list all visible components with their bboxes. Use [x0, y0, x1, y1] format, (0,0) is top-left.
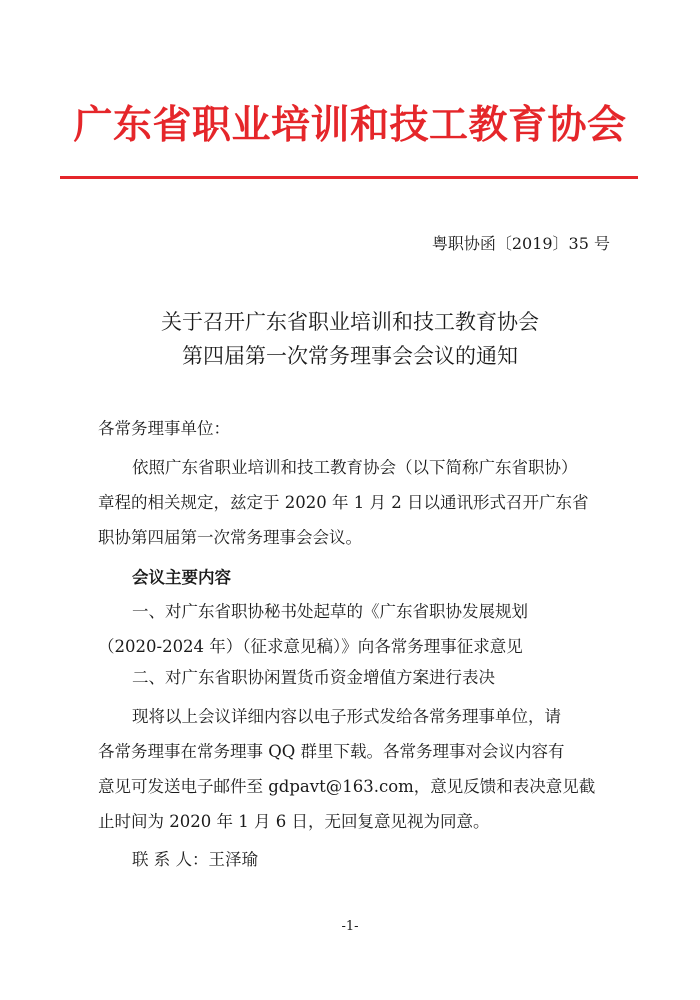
- paragraph-2: [98, 700, 618, 840]
- document-title: [60, 305, 640, 373]
- paragraph-1-line: 章程的相关规定，兹定于 2020 年 1 月 2 日以通讯形式召开广东省: [98, 493, 589, 512]
- agenda-item-1-line: （2020-2024 年）（征求意见稿）》向各常务理事征求意见: [98, 637, 523, 656]
- document-number: 粤职协函〔2019〕35 号: [431, 234, 610, 253]
- paragraph-2-line: 止时间为 2020 年 1 月 6 日，无回复意见视为同意。: [98, 812, 490, 831]
- agenda-item-2: [98, 661, 618, 696]
- paragraph-1: [98, 451, 618, 556]
- page-number: -1-: [341, 919, 359, 934]
- agenda-item-1: [98, 595, 618, 665]
- paragraph-1-line: 职协第四届第一次常务理事会会议。: [98, 528, 362, 547]
- letterhead-red-rule: [60, 176, 638, 179]
- section-heading: 会议主要内容: [132, 568, 231, 587]
- paragraph-2-line: 现将以上会议详细内容以电子形式发给各常务理事单位，请: [132, 707, 561, 726]
- agenda-item-1-line: 一、对广东省职协秘书处起草的《广东省职协发展规划: [132, 602, 528, 621]
- letterhead-title: 广东省职业培训和技工教育协会: [73, 103, 627, 148]
- salutation: 各常务理事单位：: [98, 419, 230, 438]
- paragraph-2-line: 意见可发送电子邮件至 gdpavt@163.com，意见反馈和表决意见截: [98, 777, 596, 796]
- title-line-1: 关于召开广东省职业培训和技工教育协会: [161, 310, 539, 334]
- title-line-2: 第四届第一次常务理事会会议的通知: [182, 344, 518, 368]
- agenda-item-2-line: 二、对广东省职协闲置货币资金增值方案进行表决: [132, 668, 495, 687]
- paragraph-1-line: 依照广东省职业培训和技工教育协会（以下简称广东省职协）: [132, 458, 578, 477]
- contact-line: 联 系 人：王泽瑜: [132, 850, 258, 869]
- paragraph-2-line: 各常务理事在常务理事 QQ 群里下载。各常务理事对会议内容有: [98, 742, 565, 761]
- contact-person: [98, 843, 618, 878]
